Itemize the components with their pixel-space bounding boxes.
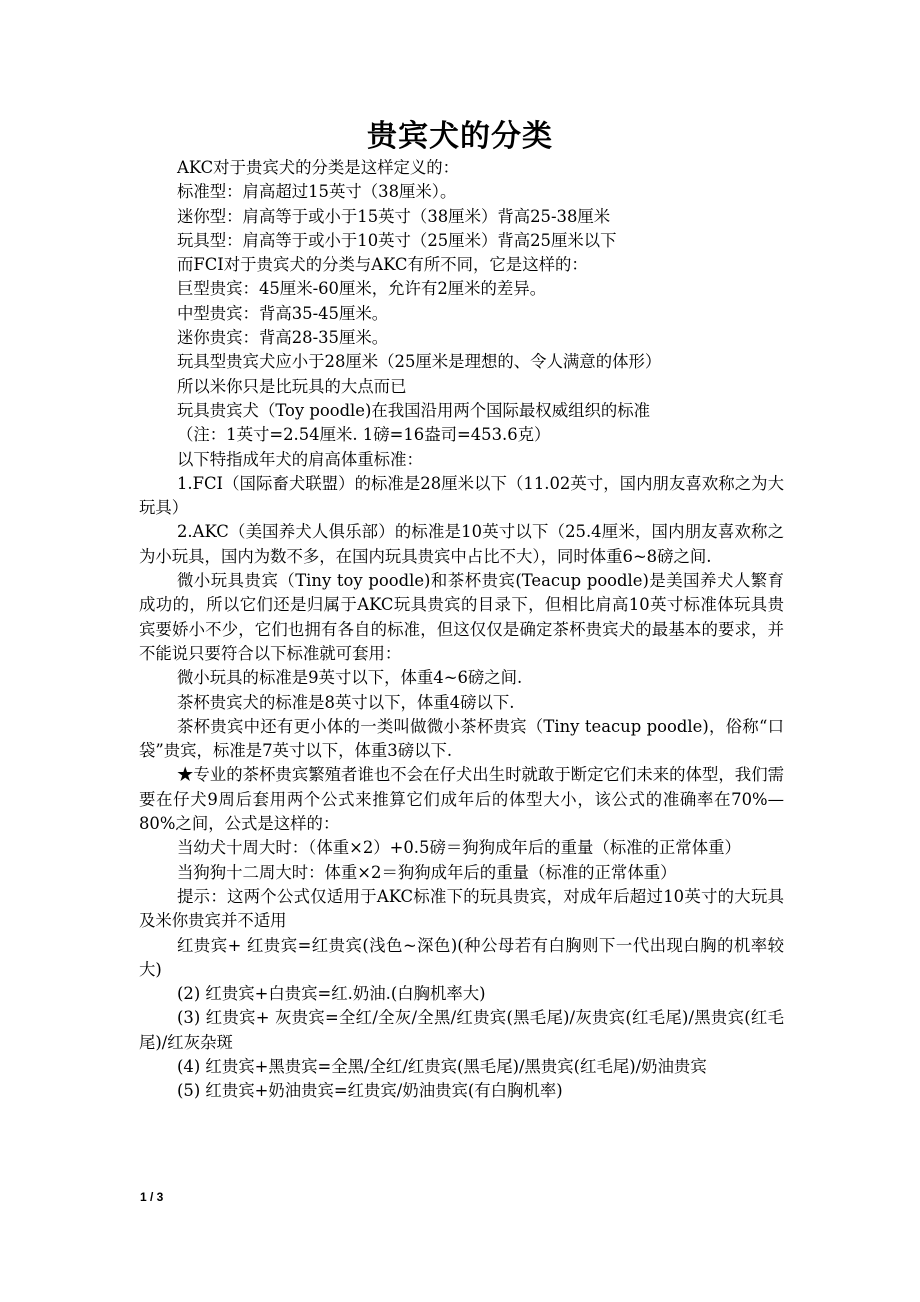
- body-paragraph: 微小玩具贵宾（Tiny toy poodle)和茶杯贵宾(Teacup poodle)是美国养犬人繁育成功的，所以它们还是归属于AKC玩具贵宾的目录下，但相比肩高10英寸标准体玩具贵宾要娇小不少，它们也拥有各自的标准，但这仅仅是确定茶杯贵宾犬的最基本的要求，并不能说只要符合以下标准就可套用：: [139, 571, 784, 663]
- body-paragraph: 玩具贵宾犬（Toy poodle)在我国沿用两个国际最权威组织的标准: [177, 400, 651, 420]
- body-paragraph: 提示：这两个公式仅适用于AKC标准下的玩具贵宾，对成年后超过10英寸的大玩具及米你贵宾并不适用: [139, 886, 784, 931]
- body-paragraph: 以下特指成年犬的肩高体重标准：: [177, 449, 423, 469]
- page-title: 贵宾犬的分类: [367, 119, 553, 154]
- body-paragraph: 1.FCI（国际畜犬联盟）的标准是28厘米以下（11.02英寸，国内朋友喜欢称之为大玩具）: [139, 473, 784, 518]
- body-paragraph: 微小玩具的标准是9英寸以下，体重4~6磅之间.: [177, 668, 523, 688]
- body-paragraph: 当狗狗十二周大时：体重×2＝狗狗成年后的重量（标准的正常体重）: [177, 862, 677, 882]
- body-paragraph: 中型贵宾：背高35-45厘米。: [177, 303, 389, 323]
- body-paragraph: 迷你贵宾：背高28-35厘米。: [177, 328, 389, 348]
- body-paragraph: 玩具型贵宾犬应小于28厘米（25厘米是理想的、令人满意的体形）: [177, 352, 662, 372]
- body-paragraph: 所以米你只是比玩具的大点而已: [177, 376, 407, 396]
- page-number: 1 / 3: [140, 1190, 164, 1204]
- body-paragraph: ★专业的茶杯贵宾繁殖者谁也不会在仔犬出生时就敢于断定它们未来的体型，我们需要在仔犬9周后套用两个公式来推算它们成年后的体型大小，该公式的准确率在70%—80%之间，公式是这样的：: [139, 765, 784, 834]
- body-paragraph: (4) 红贵宾+黑贵宾=全黑/全红/红贵宾(黑毛尾)/黑贵宾(红毛尾)/奶油贵宾: [177, 1056, 707, 1076]
- body-paragraph: 迷你型：肩高等于或小于15英寸（38厘米）背高25-38厘米: [177, 206, 611, 226]
- body-paragraph: 标准型：肩高超过15英寸（38厘米）。: [177, 182, 457, 202]
- body-paragraph: 当幼犬十周大时：（体重×2）+0.5磅＝狗狗成年后的重量（标准的正常体重）: [177, 838, 741, 858]
- body-paragraph: 茶杯贵宾犬的标准是8英寸以下，体重4磅以下.: [177, 692, 515, 712]
- body-paragraph: AKC对于贵宾犬的分类是这样定义的：: [177, 158, 460, 177]
- body-paragraph: (5) 红贵宾+奶油贵宾=红贵宾/奶油贵宾(有白胸机率): [177, 1081, 563, 1101]
- body-paragraph: （注：1英寸=2.54厘米. 1磅=16盎司=453.6克）: [177, 425, 551, 445]
- body-paragraph: 巨型贵宾：45厘米-60厘米，允许有2厘米的差异。: [177, 279, 547, 299]
- body-paragraph: (3) 红贵宾+ 灰贵宾=全红/全灰/全黑/红贵宾(黑毛尾)/灰贵宾(红毛尾)/黑贵宾(红毛尾)/红灰杂斑: [139, 1008, 784, 1052]
- body-paragraph: 茶杯贵宾中还有更小体的一类叫做微小茶杯贵宾（Tiny teacup poodle)，俗称“口袋”贵宾，标准是7英寸以下，体重3磅以下.: [139, 716, 784, 761]
- document-body: [139, 156, 784, 1104]
- body-paragraph: (2) 红贵宾+白贵宾=红.奶油.(白胸机率大): [177, 984, 486, 1004]
- body-paragraph: 玩具型：肩高等于或小于10英寸（25厘米）背高25厘米以下: [177, 230, 617, 250]
- body-paragraph: 红贵宾+ 红贵宾=红贵宾(浅色~深色)(种公母若有白胸则下一代出现白胸的机率较大): [139, 935, 784, 979]
- body-paragraph: 而FCI对于贵宾犬的分类与AKC有所不同，它是这样的：: [177, 255, 588, 275]
- body-paragraph: 2.AKC（美国养犬人俱乐部）的标准是10英寸以下（25.4厘米，国内朋友喜欢称之为小玩具，国内为数不多，在国内玩具贵宾中占比不大），同时体重6~8磅之间.: [139, 522, 784, 566]
